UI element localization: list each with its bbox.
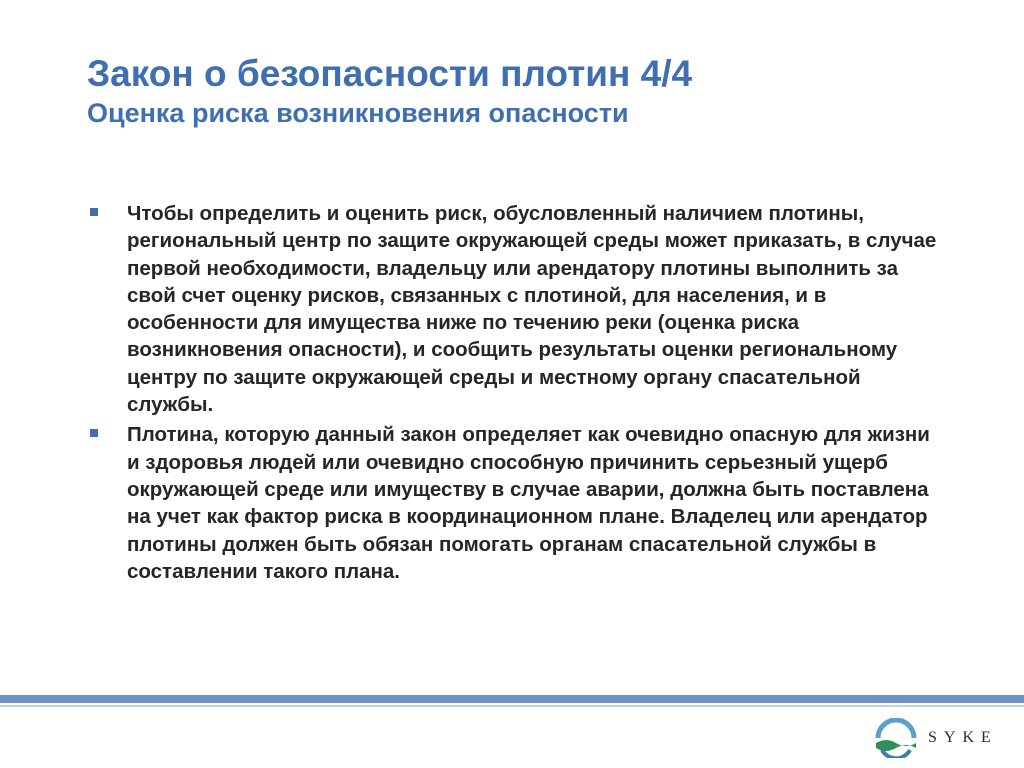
bullet-text: Плотина, которую данный закон определяет как очевидно опасную для жизни и здоровья людей или очевидно способную причинить серьезный ущерб окружающей среде или имуществу в случае аварии, должна быть поставлена на учет как фактор риска в координационном плане. Владелец или арендатор плотины должен быть обязан помогать органам спасательной службы в составлении такого плана. bbox=[127, 423, 930, 583]
bullet-item bbox=[87, 200, 947, 418]
slide-title: Закон о безопасности плотин 4/4 bbox=[87, 53, 693, 94]
square-bullet-icon bbox=[90, 429, 98, 437]
slide-subtitle: Оценка риска возникновения опасности bbox=[87, 98, 629, 128]
bullet-list bbox=[87, 200, 947, 588]
syke-wave-logo-icon bbox=[874, 718, 918, 758]
bullet-item bbox=[87, 421, 947, 585]
square-bullet-icon bbox=[90, 208, 98, 216]
logo-text: SYKE bbox=[928, 729, 998, 746]
footer-rule bbox=[0, 695, 1024, 703]
syke-logo bbox=[874, 718, 1004, 758]
footer-rule-thin bbox=[0, 705, 1024, 707]
bullet-text: Чтобы определить и оценить риск, обусловленный наличием плотины, региональный центр по защите окружающей среды может приказать, в случае первой необходимости, владельцу или арендатору плотины выполнить за свой счет оценку рисков, связанных с плотиной, для населения, и в особенности для имущества ниже по течению реки (оценка риска возникновения опасности), и сообщить результаты оценки региональному центру по защите окружающей среды и местному органу спасательной службы. bbox=[127, 202, 937, 417]
